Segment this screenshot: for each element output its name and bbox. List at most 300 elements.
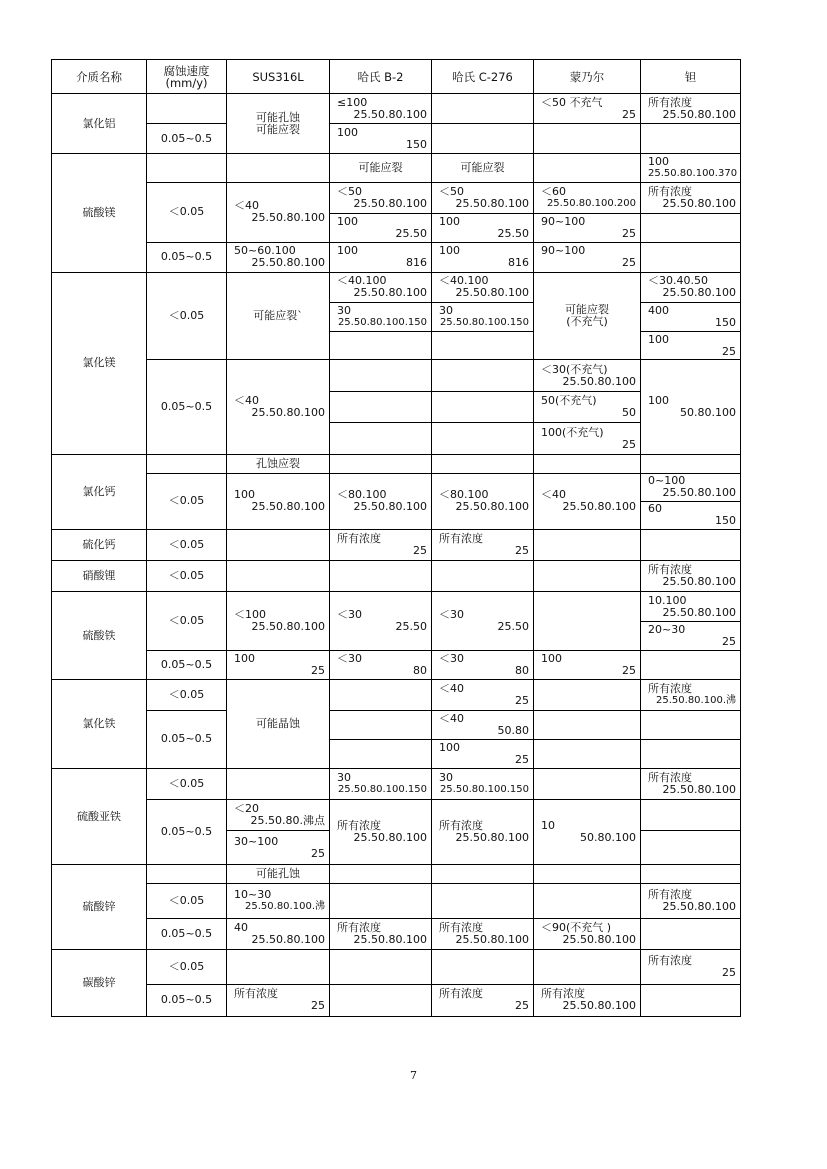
cell-text-line: 所有浓度 (541, 987, 585, 1001)
cell-text-line: ＜40 (439, 682, 464, 696)
sus316l-cell (227, 182, 330, 242)
cell-text-line: 所有浓度 (648, 953, 692, 967)
b2-cell (330, 949, 432, 984)
monel-cell (534, 919, 641, 949)
rate-cell: 0.05~0.5 (147, 651, 227, 680)
cell-text-line: 25.50.80.100 (562, 999, 636, 1013)
rate-cell: ＜0.05 (147, 768, 227, 799)
cell-text-line: 25 (622, 107, 636, 121)
cell-text-line: 可能应裂 (460, 160, 505, 174)
monel-cell (534, 272, 641, 359)
cell-text-line: 所有浓度 (439, 531, 483, 545)
tantalum-cell (641, 473, 741, 501)
c276-cell (432, 124, 534, 154)
cell-text-line: 25.50.80.100 (662, 605, 736, 619)
cell-text-line: ＜30 (439, 608, 464, 622)
rate-cell: 0.05~0.5 (147, 242, 227, 272)
cell-text-line: 钽 (684, 69, 697, 84)
b2-cell (330, 242, 432, 272)
cell-text-line: 25.50.80.100 (455, 831, 529, 845)
cell-text-line: ＜90(不充气 ) (541, 920, 612, 934)
b2-cell (330, 865, 432, 884)
header-sus316l (227, 60, 330, 94)
cell-text-line: 可能应裂` (253, 309, 303, 323)
corrosion-table (51, 59, 741, 1017)
tantalum-cell (641, 831, 741, 865)
cell-text-line: 25.50.80.100 (662, 486, 736, 500)
sus316l-cell (227, 242, 330, 272)
cell-text-line: ＜100 (234, 608, 266, 622)
cell-text-line: 可能孔蚀 (256, 110, 300, 124)
b2-cell (330, 768, 432, 799)
cell-text-line: 25.50.80.100.370 (648, 167, 738, 179)
cell-text-line: ＜40 (234, 393, 259, 407)
sus316l-cell (227, 768, 330, 799)
sus316l-cell (227, 984, 330, 1016)
cell-text-line: 100 (648, 154, 669, 168)
monel-cell (534, 651, 641, 680)
cell-text-line: 30 (439, 770, 453, 784)
sus316l-cell (227, 949, 330, 984)
cell-text-line: 25.50.80.100 (251, 256, 325, 270)
sus316l-cell (227, 865, 330, 884)
cell-text-line: 25.50.80.100 (353, 196, 427, 210)
cell-text-line: 25.50.80.100 (353, 831, 427, 845)
cell-text-line: 30 (439, 304, 453, 318)
c276-cell (432, 154, 534, 182)
cell-text-line: 25 (311, 664, 325, 678)
cell-text-line: 100 (541, 652, 562, 666)
cell-text-line: 100 (439, 740, 460, 754)
cell-text-line: 所有浓度 (234, 987, 278, 1001)
medium-cell: 硫酸铁 (52, 592, 147, 680)
sus316l-cell (227, 360, 330, 454)
b2-cell (330, 154, 432, 182)
b2-cell (330, 592, 432, 651)
rate-cell: 0.05~0.5 (147, 124, 227, 154)
monel-cell (534, 94, 641, 124)
tantalum-cell (641, 710, 741, 739)
cell-text-line: 所有浓度 (337, 531, 381, 545)
c276-cell (432, 768, 534, 799)
cell-text-line: 25.50 (395, 226, 427, 240)
c276-cell (432, 651, 534, 680)
b2-cell (330, 332, 432, 360)
cell-text-line: 100 (337, 125, 358, 139)
cell-text-line: ≤100 (337, 95, 368, 109)
cell-text-line: 25.50.80.100.150 (337, 783, 427, 795)
sus316l-cell (227, 884, 330, 919)
cell-text-line: 可能应裂 (358, 160, 403, 174)
rate-cell (147, 154, 227, 182)
b2-cell (330, 360, 432, 392)
c276-cell (432, 561, 534, 592)
cell-text-line: ＜30(不充气) (541, 362, 608, 376)
monel-cell (534, 154, 641, 182)
cell-text-line: 25.50.80.100 (353, 107, 427, 121)
b2-cell (330, 392, 432, 423)
cell-text-line: 25.50 (395, 620, 427, 634)
tantalum-cell (641, 799, 741, 830)
cell-text-line: 100 (234, 652, 255, 666)
rate-cell: 0.05~0.5 (147, 710, 227, 768)
cell-text-line: 25.50.80.100 (455, 286, 529, 300)
rate-cell (147, 94, 227, 124)
cell-text-line: 所有浓度 (648, 682, 692, 696)
cell-text-line: ＜30 (439, 652, 464, 666)
c276-cell (432, 242, 534, 272)
header-medium (52, 60, 147, 94)
tantalum-cell (641, 154, 741, 182)
cell-text-line: 25.50.80.100.沸 (245, 901, 325, 913)
b2-cell (330, 710, 432, 739)
cell-text-line: 25 (622, 226, 636, 240)
cell-text-line: ＜40 (439, 711, 464, 725)
b2-cell (330, 561, 432, 592)
monel-cell (534, 680, 641, 710)
header-tantalum (641, 60, 741, 94)
sus316l-cell (227, 680, 330, 768)
medium-cell: 硫酸锌 (52, 865, 147, 949)
b2-cell (330, 529, 432, 560)
cell-text-line: 孔蚀应裂 (256, 456, 300, 470)
b2-cell (330, 473, 432, 529)
cell-text-line: 可能应裂 (565, 303, 609, 317)
sus316l-cell (227, 154, 330, 182)
medium-cell: 碳酸锌 (52, 949, 147, 1016)
cell-text-line: 25.50.80.100 (251, 211, 325, 225)
c276-cell (432, 919, 534, 949)
tantalum-cell (641, 651, 741, 680)
tantalum-cell (641, 680, 741, 710)
cell-text-line: ＜80.100 (337, 488, 387, 502)
cell-text-line: 25 (311, 999, 325, 1013)
monel-cell (534, 529, 641, 560)
cell-text-line: ＜30 (337, 652, 362, 666)
cell-text-line: 25 (722, 965, 736, 979)
cell-text-line: 25.50 (497, 620, 529, 634)
cell-text-line: (mm/y) (165, 75, 208, 90)
cell-text-line: ＜40.100 (439, 274, 489, 288)
cell-text-line: 100 (234, 488, 255, 502)
cell-text-line: 25.50.80.100.150 (439, 317, 529, 329)
rate-cell: 0.05~0.5 (147, 799, 227, 864)
cell-text-line: 介质名称 (76, 69, 122, 84)
cell-text-line: 100 (439, 214, 460, 228)
rate-cell: 0.05~0.5 (147, 984, 227, 1016)
tantalum-cell (641, 622, 741, 651)
cell-text-line: 25.50.80.100 (662, 782, 736, 796)
monel-cell (534, 182, 641, 213)
cell-text-line: ＜30 (337, 608, 362, 622)
cell-text-line: 25 (515, 694, 529, 708)
cell-text-line: 90~100 (541, 214, 586, 228)
monel-cell (534, 392, 641, 423)
sus316l-cell (227, 94, 330, 154)
cell-text-line: 100 (337, 214, 358, 228)
sus316l-cell (227, 529, 330, 560)
page-number: 7 (410, 1069, 417, 1082)
cell-text-line: 25 (622, 437, 636, 451)
cell-text-line: 25.50.80.100 (455, 196, 529, 210)
tantalum-cell (641, 768, 741, 799)
cell-text-line: 100 (648, 332, 669, 346)
medium-cell: 硫酸镁 (52, 154, 147, 272)
cell-text-line: 25 (722, 344, 736, 358)
cell-text-line: 25.50.80.100 (251, 932, 325, 946)
cell-text-line: 150 (406, 137, 427, 151)
cell-text-line: 25 (722, 635, 736, 649)
c276-cell (432, 454, 534, 473)
rate-cell (147, 454, 227, 473)
monel-cell (534, 423, 641, 454)
tantalum-cell (641, 272, 741, 302)
rate-cell: ＜0.05 (147, 592, 227, 651)
cell-text-line: 30 (337, 770, 351, 784)
c276-cell (432, 360, 534, 392)
monel-cell (534, 739, 641, 768)
cell-text-line: 25.50.80.100 (353, 932, 427, 946)
sus316l-cell (227, 592, 330, 651)
b2-cell (330, 213, 432, 242)
c276-cell (432, 799, 534, 864)
monel-cell (534, 768, 641, 799)
cell-text-line: ＜20 (234, 802, 259, 815)
sus316l-cell (227, 561, 330, 592)
cell-text-line: 400 (648, 304, 669, 318)
cell-text-line: 25 (515, 999, 529, 1013)
tantalum-cell (641, 213, 741, 242)
cell-text-line: 所有浓度 (648, 563, 692, 577)
tantalum-cell (641, 454, 741, 473)
b2-cell (330, 302, 432, 331)
rate-cell: 0.05~0.5 (147, 360, 227, 454)
sus316l-cell (227, 454, 330, 473)
b2-cell (330, 124, 432, 154)
medium-cell: 氯化铁 (52, 680, 147, 768)
cell-text-line: 腐蚀速度 (163, 63, 210, 78)
cell-text-line: 25.50.80.100.200 (546, 197, 636, 209)
cell-text-line: 25.50.80.100 (562, 932, 636, 946)
cell-text-line: 80 (413, 664, 427, 678)
medium-cell: 氯化铝 (52, 94, 147, 154)
cell-text-line: 50 (622, 406, 636, 420)
cell-text-line: 所有浓度 (648, 184, 692, 198)
medium-cell: 硫化钙 (52, 529, 147, 560)
cell-text-line: 所有浓度 (439, 920, 483, 934)
cell-text-line: 30~100 (234, 834, 279, 848)
cell-text-line: ＜50 (337, 184, 362, 198)
tantalum-cell (641, 332, 741, 360)
tantalum-cell (641, 94, 741, 124)
cell-text-line: 0~100 (648, 474, 686, 488)
c276-cell (432, 529, 534, 560)
cell-text-line: 40 (234, 920, 248, 934)
cell-text-line: ＜40.100 (337, 274, 387, 288)
medium-cell: 硝酸锂 (52, 561, 147, 592)
cell-text-line: 80 (515, 664, 529, 678)
c276-cell (432, 423, 534, 454)
c276-cell (432, 865, 534, 884)
cell-text-line: ＜40 (541, 488, 566, 502)
monel-cell (534, 799, 641, 864)
c276-cell (432, 710, 534, 739)
cell-text-line: 25 (413, 543, 427, 557)
cell-text-line: 25 (311, 846, 325, 860)
b2-cell (330, 984, 432, 1016)
c276-cell (432, 392, 534, 423)
rate-cell: ＜0.05 (147, 680, 227, 710)
tantalum-cell (641, 739, 741, 768)
cell-text-line: 100 (337, 244, 358, 258)
cell-text-line: 50.80.100 (680, 405, 736, 419)
rate-cell: ＜0.05 (147, 182, 227, 242)
header-monel (534, 60, 641, 94)
sus316l-cell (227, 799, 330, 830)
monel-cell (534, 473, 641, 529)
cell-text-line: ＜60 (541, 184, 566, 198)
cell-text-line: 25.50.80.100 (455, 932, 529, 946)
cell-text-line: 30 (337, 304, 351, 318)
monel-cell (534, 984, 641, 1016)
cell-text-line: 50(不充气) (541, 394, 597, 408)
c276-cell (432, 739, 534, 768)
b2-cell (330, 423, 432, 454)
cell-text-line: ＜80.100 (439, 488, 489, 502)
tantalum-cell (641, 501, 741, 529)
cell-text-line: 哈氏 C-276 (452, 69, 513, 84)
sus316l-cell (227, 919, 330, 949)
rate-cell: 0.05~0.5 (147, 919, 227, 949)
b2-cell (330, 454, 432, 473)
header-hastelloy-c276 (432, 60, 534, 94)
tantalum-cell (641, 124, 741, 154)
b2-cell (330, 182, 432, 213)
monel-cell (534, 360, 641, 392)
tantalum-cell (641, 884, 741, 919)
monel-cell (534, 124, 641, 154)
cell-text-line: 所有浓度 (439, 987, 483, 1001)
c276-cell (432, 680, 534, 710)
cell-text-line: 25.50.80.100.沸 (656, 695, 736, 707)
cell-text-line: SUS316L (252, 69, 304, 84)
tantalum-cell (641, 949, 741, 984)
cell-text-line: 25.50.80.100 (251, 405, 325, 419)
medium-cell: 硫酸亚铁 (52, 768, 147, 864)
b2-cell (330, 272, 432, 302)
cell-text-line: 10 (541, 819, 555, 833)
cell-text-line: 25.50.80.100 (662, 107, 736, 121)
c276-cell (432, 94, 534, 124)
cell-text-line: 90~100 (541, 244, 586, 258)
b2-cell (330, 94, 432, 124)
cell-text-line: ＜40 (234, 199, 259, 213)
monel-cell (534, 561, 641, 592)
cell-text-line: 哈氏 B-2 (357, 69, 404, 84)
rate-cell: ＜0.05 (147, 561, 227, 592)
cell-text-line: 所有浓度 (648, 95, 692, 109)
cell-text-line: 50.80 (497, 723, 529, 737)
cell-text-line: 50~60.100 (234, 244, 296, 258)
tantalum-cell (641, 561, 741, 592)
cell-text-line: 25.50.80.100 (251, 620, 325, 634)
c276-cell (432, 984, 534, 1016)
cell-text-line: 所有浓度 (439, 819, 483, 833)
cell-text-line: 所有浓度 (648, 770, 692, 784)
cell-text-line: 10.100 (648, 593, 687, 607)
cell-text-line: 816 (508, 256, 529, 270)
b2-cell (330, 884, 432, 919)
cell-text-line: 25.50.80.100 (562, 374, 636, 388)
cell-text-line: 60 (648, 502, 662, 516)
rate-cell: ＜0.05 (147, 884, 227, 919)
monel-cell (534, 949, 641, 984)
rate-cell: ＜0.05 (147, 272, 227, 359)
cell-text-line: 25.50.80.100 (353, 286, 427, 300)
tantalum-cell (641, 529, 741, 560)
medium-cell: 氯化钙 (52, 454, 147, 529)
cell-text-line: 所有浓度 (337, 819, 381, 833)
cell-text-line: 25.50.80.100.150 (439, 783, 529, 795)
c276-cell (432, 884, 534, 919)
c276-cell (432, 272, 534, 302)
tantalum-cell (641, 592, 741, 622)
cell-text-line: 10~30 (234, 888, 272, 902)
monel-cell (534, 242, 641, 272)
cell-text-line: ＜50 不充气 (541, 95, 603, 109)
sus316l-cell (227, 651, 330, 680)
monel-cell (534, 865, 641, 884)
rate-cell: ＜0.05 (147, 949, 227, 984)
cell-text-line: 25 (622, 664, 636, 678)
tantalum-cell (641, 302, 741, 331)
cell-text-line: 25.50.80.100 (662, 900, 736, 914)
cell-text-line: 25.50.80.100 (662, 286, 736, 300)
cell-text-line: 25 (515, 752, 529, 766)
cell-text-line: 25.50 (497, 226, 529, 240)
cell-text-line: 25.50.80.100 (251, 500, 325, 514)
c276-cell (432, 213, 534, 242)
monel-cell (534, 454, 641, 473)
tantalum-cell (641, 865, 741, 884)
b2-cell (330, 651, 432, 680)
c276-cell (432, 302, 534, 331)
b2-cell (330, 739, 432, 768)
sus316l-cell (227, 831, 330, 865)
monel-cell (534, 213, 641, 242)
cell-text-line: 150 (715, 514, 736, 528)
monel-cell (534, 884, 641, 919)
cell-text-line: 25.50.80.100 (353, 500, 427, 514)
cell-text-line: 所有浓度 (648, 888, 692, 902)
medium-cell: 氯化镁 (52, 272, 147, 454)
b2-cell (330, 919, 432, 949)
monel-cell (534, 710, 641, 739)
c276-cell (432, 949, 534, 984)
cell-text-line: 50.80.100 (580, 831, 636, 845)
cell-text-line: ＜50 (439, 184, 464, 198)
cell-text-line: 25 (515, 543, 529, 557)
cell-text-line: 20~30 (648, 623, 686, 637)
cell-text-line: 25.50.80.沸点 (250, 814, 325, 827)
tantalum-cell (641, 919, 741, 949)
header-hastelloy-b2 (330, 60, 432, 94)
tantalum-cell (641, 242, 741, 272)
c276-cell (432, 182, 534, 213)
cell-text-line: 所有浓度 (337, 920, 381, 934)
c276-cell (432, 473, 534, 529)
cell-text-line: 25.50.80.100 (455, 500, 529, 514)
